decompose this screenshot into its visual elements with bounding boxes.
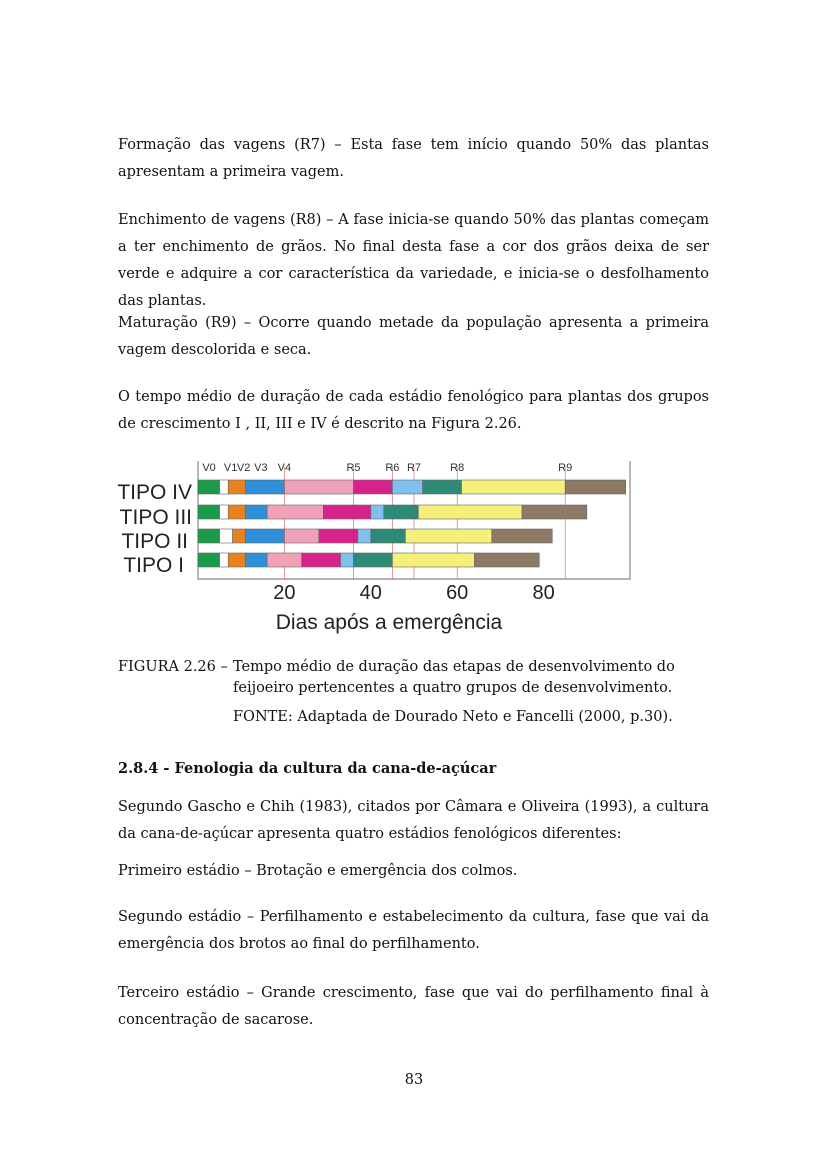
stage-label: V4 (277, 462, 292, 474)
figure-2-26 (114, 457, 634, 637)
bar-segment (371, 529, 406, 543)
caption-text: Tempo médio de duração das etapas de desenvolvimento do feijoeiro pertencentes a quatro grupos de desenvolvimento. (233, 659, 675, 696)
bar-segment (220, 480, 229, 494)
paragraph-r7: Formação das vagens (R7) – Esta fase tem início quando 50% das plantas apresentam a primeira vagem. (118, 137, 709, 180)
bar-segment (198, 505, 220, 519)
category-labels (117, 481, 192, 577)
bar-segment (405, 529, 491, 543)
category-label: TIPO III (119, 506, 192, 529)
stage-label: R7 (406, 462, 422, 474)
x-tick-label: 60 (446, 582, 469, 604)
bar-segment (220, 553, 229, 567)
x-tick-label: 20 (273, 582, 296, 604)
stage-label: R5 (346, 462, 361, 474)
stage-label: V3 (254, 462, 268, 474)
bar-segment (198, 529, 220, 543)
bar-segment (233, 529, 246, 543)
paragraph-stage-1: Primeiro estádio – Brotação e emergência dos colmos. (118, 863, 518, 879)
bar-segment (492, 529, 552, 543)
paragraph-stage-2: Segundo estádio – Perfilhamento e estabelecimento da cultura, fase que vai da emergência dos brotos ao final do perfilhamento. (118, 909, 709, 952)
bar-segment (246, 480, 285, 494)
bar-segment (198, 553, 220, 567)
chart-bars (198, 480, 626, 567)
bar-segment (267, 505, 323, 519)
bar-segment (384, 505, 419, 519)
category-label: TIPO I (123, 554, 184, 577)
bar-segment (474, 553, 539, 567)
bar-segment (423, 480, 462, 494)
bar-segment (198, 480, 220, 494)
stage-label: R6 (385, 462, 400, 474)
bar-segment (323, 505, 371, 519)
phenology-chart (114, 457, 634, 637)
bar-segment (358, 529, 371, 543)
stage-label: V1 (223, 462, 238, 474)
x-tick-label: 80 (532, 582, 555, 604)
bar-segment (220, 529, 233, 543)
stage-label: V2 (236, 462, 251, 474)
bar-segment (418, 505, 522, 519)
stage-label: R8 (450, 462, 465, 474)
x-tick-label: 40 (359, 582, 382, 604)
bar-segment (220, 505, 229, 519)
bar-segment (284, 529, 319, 543)
x-axis-label: Dias após a emergência (275, 611, 503, 634)
bar-segment (319, 529, 358, 543)
page-number: 83 (404, 1072, 424, 1088)
section-heading: 2.8.4 - Fenologia da cultura da cana-de-açúcar (118, 760, 497, 777)
caption-label: FIGURA 2.26 – (118, 659, 228, 675)
bar-segment (228, 553, 245, 567)
paragraph-figure-intro: O tempo médio de duração de cada estádio fenológico para plantas dos grupos de crescimento I , II, III e IV é descrito na Figura 2.26. (118, 389, 709, 432)
bar-segment (354, 480, 393, 494)
stage-labels (202, 462, 572, 474)
bar-segment (565, 480, 625, 494)
bar-segment (392, 480, 422, 494)
bar-segment (246, 505, 268, 519)
stage-label: V0 (202, 462, 216, 474)
bar-segment (522, 505, 587, 519)
paragraph-r9: Maturação (R9) – Ocorre quando metade da população apresenta a primeira vagem descolorida e seca. (118, 315, 709, 358)
bar-segment (228, 480, 245, 494)
bar-segment (246, 529, 285, 543)
category-label: TIPO IV (117, 481, 192, 504)
bar-segment (246, 553, 268, 567)
paragraph-gascho: Segundo Gascho e Chih (1983), citados por Câmara e Oliveira (1993), a cultura da cana-de-açúcar apresenta quatro estádios fenológicos diferentes: (118, 799, 709, 842)
bar-segment (392, 553, 474, 567)
bar-segment (341, 553, 354, 567)
stage-label: R9 (558, 462, 573, 474)
bar-segment (354, 553, 393, 567)
bar-segment (228, 505, 245, 519)
paragraph-stage-3: Terceiro estádio – Grande crescimento, fase que vai do perfilhamento final à concentração de sacarose. (118, 985, 709, 1028)
category-label: TIPO II (121, 530, 188, 553)
x-tick-labels (273, 582, 554, 604)
paragraph-r8: Enchimento de vagens (R8) – A fase inicia-se quando 50% das plantas começam a ter enchimento de grãos. No final desta fase a cor dos grãos deixa de ser verde e adquire a cor característica da variedade, e inicia-se o desfolhamento das plantas. (118, 212, 709, 309)
caption-source: FONTE: Adaptada de Dourado Neto e Fancelli (2000, p.30). (233, 709, 673, 725)
bar-segment (462, 480, 566, 494)
bar-segment (267, 553, 302, 567)
bar-segment (284, 480, 353, 494)
bar-segment (302, 553, 341, 567)
bar-segment (371, 505, 384, 519)
